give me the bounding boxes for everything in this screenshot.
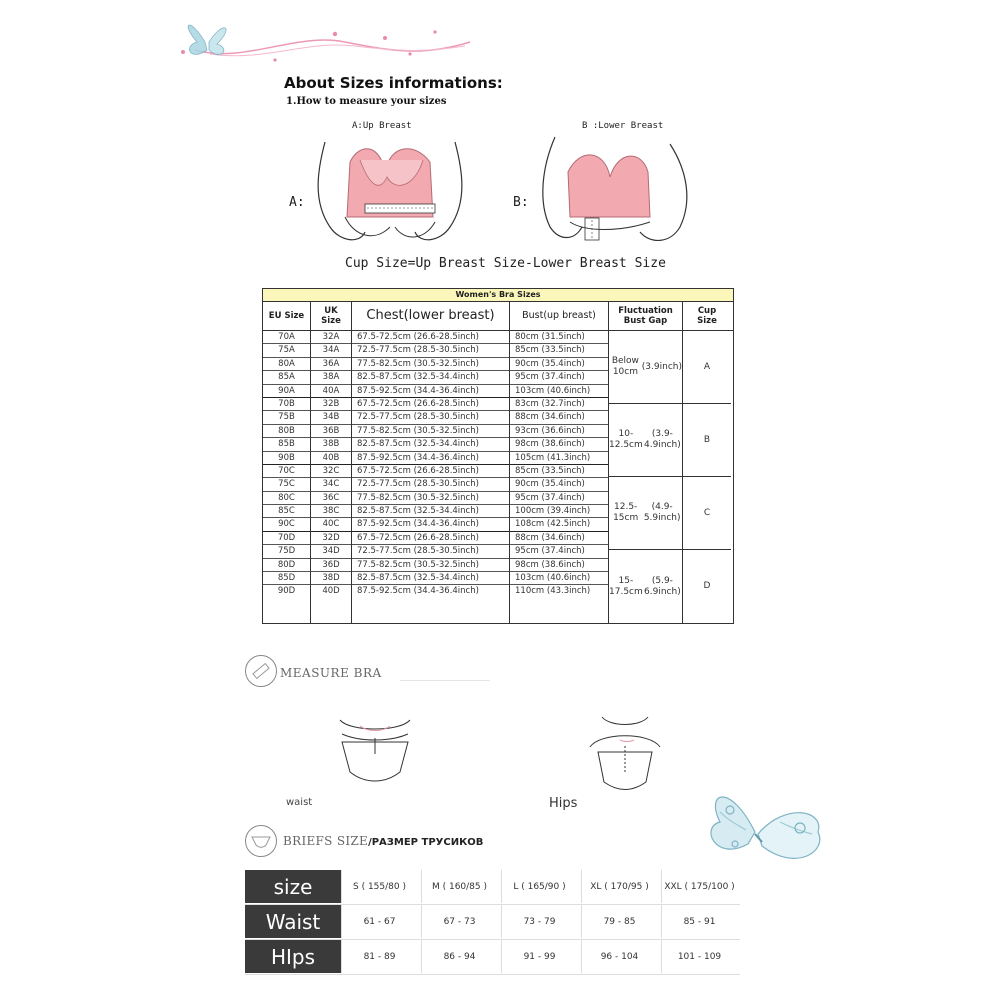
- bust-cell: 85cm (33.5inch): [510, 344, 608, 357]
- gap-inch: (3.9-4.9inch): [644, 429, 681, 450]
- cup-size-cell: D: [703, 581, 711, 591]
- up-breast-illustration: [305, 132, 475, 257]
- briefs-cell: 81 - 89: [341, 940, 417, 973]
- chest-cell: 82.5-87.5cm (32.5-34.4inch): [352, 505, 509, 518]
- gap-cm: 12.5-15cm: [613, 502, 639, 523]
- bra-size-table: [262, 288, 734, 624]
- header-cup-size: Cup Size: [697, 306, 717, 326]
- briefs-row: [245, 940, 740, 975]
- bust-cell: 83cm (32.7inch): [510, 398, 608, 411]
- chest-cell: 67.5-72.5cm (26.6-28.5inch): [352, 465, 509, 478]
- eu-size-cell: 70C: [263, 465, 310, 478]
- chest-cell: 77.5-82.5cm (30.5-32.5inch): [352, 358, 509, 371]
- uk-size-cell: 34C: [311, 478, 351, 491]
- chest-cell: 72.5-77.5cm (28.5-30.5inch): [352, 411, 509, 424]
- uk-size-cell: 36C: [311, 492, 351, 505]
- caption-lower-breast: B :Lower Breast: [582, 121, 664, 131]
- gap-cm: Below 10cm: [611, 356, 639, 377]
- fluctuation-gap-cell: [609, 550, 682, 623]
- briefs-row-label: Waist: [245, 905, 341, 938]
- butterfly-ribbon-decoration: [175, 12, 475, 70]
- briefs-row-label: size: [245, 870, 341, 903]
- uk-size-cell: 36D: [311, 559, 351, 572]
- chest-cell: 72.5-77.5cm (28.5-30.5inch): [352, 344, 509, 357]
- measure-subtitle: 1.How to measure your sizes: [286, 96, 447, 107]
- briefs-cell: 101 - 109: [661, 940, 737, 973]
- briefs-cell: 91 - 99: [501, 940, 577, 973]
- briefs-cell: S ( 155/80 ): [341, 870, 417, 903]
- cup-size-cell: A: [683, 331, 731, 404]
- briefs-heading-en: BRIEFS SIZE: [283, 834, 369, 848]
- eu-size-cell: 90D: [277, 586, 296, 597]
- chest-cell: 87.5-92.5cm (34.4-36.4inch): [357, 586, 479, 597]
- lower-breast-illustration: [530, 132, 700, 257]
- uk-size-column: [311, 331, 352, 623]
- waist-illustration: [330, 712, 420, 792]
- chest-column: [352, 331, 510, 623]
- cup-size-formula: Cup Size=Up Breast Size-Lower Breast Size: [345, 256, 666, 271]
- gap-inch: (4.9-5.9inch): [643, 502, 681, 523]
- bust-cell: 100cm (39.4inch): [510, 505, 608, 518]
- uk-size-cell: 36A: [311, 358, 351, 371]
- uk-size-cell: 38D: [311, 572, 351, 585]
- briefs-icon: [245, 825, 277, 857]
- uk-size-cell: 40C: [311, 518, 351, 531]
- bust-cell: 93cm (36.6inch): [510, 425, 608, 438]
- butterfly-icon: [188, 25, 226, 55]
- measure-tape-icon: [245, 655, 277, 687]
- chest-cell: 77.5-82.5cm (30.5-32.5inch): [352, 425, 509, 438]
- bust-cell: 98cm (38.6inch): [510, 438, 608, 451]
- uk-size-cell: 38B: [311, 438, 351, 451]
- briefs-cell: L ( 165/90 ): [501, 870, 577, 903]
- uk-size-cell: 38C: [311, 505, 351, 518]
- uk-size-cell: 36B: [311, 425, 351, 438]
- eu-size-cell: 90B: [263, 452, 310, 465]
- eu-size-cell: 85B: [263, 438, 310, 451]
- briefs-size-table: [245, 870, 740, 975]
- eu-size-cell: 70D: [263, 532, 310, 545]
- eu-size-cell: 75A: [263, 344, 310, 357]
- chest-cell: 82.5-87.5cm (32.5-34.4inch): [352, 371, 509, 384]
- chest-cell: 67.5-72.5cm (26.6-28.5inch): [352, 331, 509, 344]
- eu-size-cell: 70A: [263, 331, 310, 344]
- eu-size-cell: 75B: [263, 411, 310, 424]
- briefs-cell: XL ( 170/95 ): [581, 870, 657, 903]
- bra-table-title: Women's Bra Sizes: [263, 289, 733, 302]
- briefs-cell: 61 - 67: [341, 905, 417, 938]
- briefs-cell: 96 - 104: [581, 940, 657, 973]
- bust-cell: 103cm (40.6inch): [510, 572, 608, 585]
- chest-cell: 87.5-92.5cm (34.4-36.4inch): [352, 385, 509, 398]
- briefs-cell: 85 - 91: [661, 905, 737, 938]
- uk-size-cell: 32D: [311, 532, 351, 545]
- chest-cell: 82.5-87.5cm (32.5-34.4inch): [352, 572, 509, 585]
- fluctuation-gap-cell: [609, 477, 682, 550]
- uk-size-cell: 34D: [311, 545, 351, 558]
- uk-size-cell: 34A: [311, 344, 351, 357]
- header-eu-size: EU Size: [263, 302, 311, 330]
- briefs-cell: XXL ( 175/100 ): [661, 870, 737, 903]
- uk-size-cell: 32C: [311, 465, 351, 478]
- bust-cell: 85cm (33.5inch): [510, 465, 608, 478]
- bust-cell: 95cm (37.4inch): [510, 371, 608, 384]
- cup-column: [683, 331, 731, 623]
- page-title: About Sizes informations:: [284, 74, 503, 92]
- eu-size-cell: 75D: [263, 545, 310, 558]
- eu-size-cell: 80B: [263, 425, 310, 438]
- gap-inch: (3.9inch): [641, 361, 682, 372]
- bust-column: [510, 331, 609, 623]
- eu-size-column: [263, 331, 311, 623]
- bust-cell: 105cm (41.3inch): [510, 452, 608, 465]
- butterfly-icon: [711, 797, 820, 858]
- gap-cm: 15-17.5cm: [609, 575, 643, 597]
- briefs-cell: 67 - 73: [421, 905, 497, 938]
- briefs-cell: 86 - 94: [421, 940, 497, 973]
- cup-size-cell: B: [683, 404, 731, 477]
- chest-cell: 82.5-87.5cm (32.5-34.4inch): [352, 438, 509, 451]
- eu-size-cell: 70B: [263, 398, 310, 411]
- hips-label: Hips: [549, 796, 578, 811]
- bra-table-header: [263, 302, 733, 331]
- bust-cell: 88cm (34.6inch): [510, 411, 608, 424]
- eu-size-cell: 85C: [263, 505, 310, 518]
- chest-cell: 67.5-72.5cm (26.6-28.5inch): [352, 398, 509, 411]
- hips-illustration: [580, 712, 670, 792]
- header-uk-size: UK Size: [311, 302, 352, 330]
- bust-cell: 80cm (31.5inch): [510, 331, 608, 344]
- bust-cell: 90cm (35.4inch): [510, 478, 608, 491]
- bust-cell: 90cm (35.4inch): [510, 358, 608, 371]
- briefs-cell: 79 - 85: [581, 905, 657, 938]
- uk-size-cell: 40A: [311, 385, 351, 398]
- chest-cell: 77.5-82.5cm (30.5-32.5inch): [352, 559, 509, 572]
- uk-size-cell: 34B: [311, 411, 351, 424]
- gap-column: [609, 331, 683, 623]
- briefs-cell: M ( 160/85 ): [421, 870, 497, 903]
- briefs-row-label: HIps: [245, 940, 341, 973]
- eu-size-cell: 85A: [263, 371, 310, 384]
- label-b: B:: [513, 195, 529, 210]
- chest-cell: 67.5-72.5cm (26.6-28.5inch): [352, 532, 509, 545]
- heading-divider: [400, 680, 490, 681]
- chest-cell: 87.5-92.5cm (34.4-36.4inch): [352, 452, 509, 465]
- uk-size-cell: 32A: [311, 331, 351, 344]
- header-chest: Chest(lower breast): [352, 302, 510, 330]
- waist-label: waist: [286, 797, 313, 808]
- header-fluctuation-gap: Fluctuation Bust Gap: [609, 302, 683, 330]
- briefs-cell: 73 - 79: [501, 905, 577, 938]
- chest-cell: 77.5-82.5cm (30.5-32.5inch): [352, 492, 509, 505]
- bust-cell: 103cm (40.6inch): [510, 385, 608, 398]
- caption-up-breast: A:Up Breast: [352, 121, 412, 131]
- chest-cell: 72.5-77.5cm (28.5-30.5inch): [352, 478, 509, 491]
- bra-table-body: [263, 331, 733, 623]
- eu-size-cell: 85D: [263, 572, 310, 585]
- bust-cell: 95cm (37.4inch): [510, 545, 608, 558]
- fluctuation-gap-cell: [609, 404, 682, 477]
- bust-cell: 95cm (37.4inch): [510, 492, 608, 505]
- bust-cell: 98cm (38.6inch): [510, 559, 608, 572]
- header-bust: Bust(up breast): [510, 302, 609, 330]
- butterfly-decoration: [700, 782, 830, 877]
- fluctuation-gap-cell: [609, 331, 682, 404]
- eu-size-cell: 80C: [263, 492, 310, 505]
- eu-size-cell: 75C: [263, 478, 310, 491]
- uk-size-cell: 40D: [322, 586, 340, 597]
- bust-cell: 88cm (34.6inch): [510, 532, 608, 545]
- gap-cm: 10-12.5cm: [609, 429, 643, 450]
- bust-cell: 110cm (43.3inch): [515, 586, 591, 597]
- measure-bra-heading: MEASURE BRA: [280, 666, 382, 680]
- bust-cell: 108cm (42.5inch): [510, 518, 608, 531]
- uk-size-cell: 38A: [311, 371, 351, 384]
- briefs-size-heading: [283, 834, 483, 848]
- uk-size-cell: 40B: [311, 452, 351, 465]
- uk-size-cell: 32B: [311, 398, 351, 411]
- gap-inch: (5.9-6.9inch): [644, 575, 681, 597]
- eu-size-cell: 90C: [263, 518, 310, 531]
- eu-size-cell: 90A: [263, 385, 310, 398]
- eu-size-cell: 80D: [263, 559, 310, 572]
- briefs-row: [245, 905, 740, 940]
- briefs-row: [245, 870, 740, 905]
- chest-cell: 87.5-92.5cm (34.4-36.4inch): [352, 518, 509, 531]
- label-a: A:: [289, 195, 305, 210]
- briefs-heading-ru: /РАЗМЕР ТРУСИКОВ: [368, 837, 484, 848]
- chest-cell: 72.5-77.5cm (28.5-30.5inch): [352, 545, 509, 558]
- eu-size-cell: 80A: [263, 358, 310, 371]
- cup-size-cell: C: [683, 477, 731, 550]
